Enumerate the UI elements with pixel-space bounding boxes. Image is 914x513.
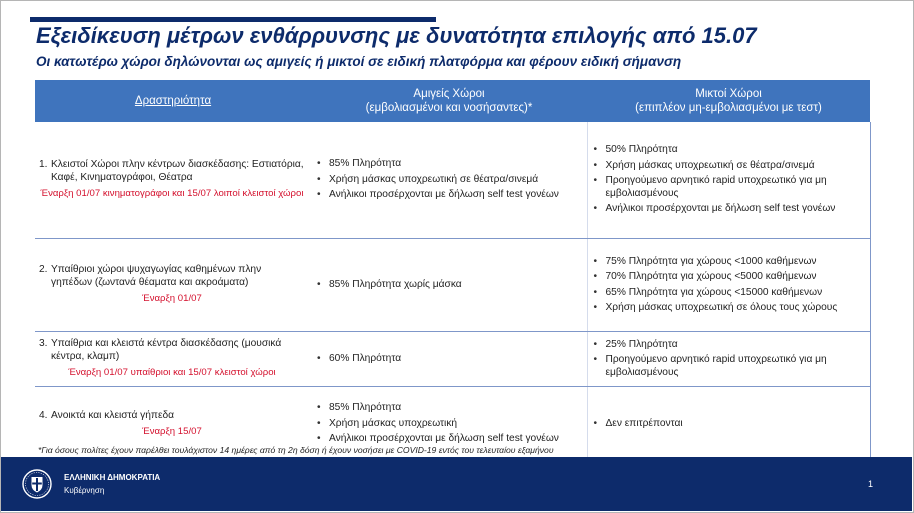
- greek-emblem-icon: [21, 468, 53, 500]
- organization-name: ΕΛΛΗΝΙΚΗ ΔΗΜΟΚΡΑΤΙΑ: [64, 473, 161, 482]
- activity-text: Ανοικτά και κλειστά γήπεδα: [51, 409, 175, 421]
- list-item: • 25% Πληρότητα: [606, 339, 864, 352]
- table-row: [35, 122, 870, 239]
- pure-cell: [311, 122, 587, 239]
- pure-cell: [311, 239, 587, 332]
- row-number: 3.: [39, 338, 48, 350]
- page-subtitle: Οι κατωτέρω χώροι δηλώνονται ως αμιγείς ή μικτοί σε ειδική πλατφόρμα και φέρουν ειδική σήμανση: [36, 54, 682, 69]
- page-number: 1: [868, 479, 874, 489]
- start-date-note: Έναρξη 01/07: [142, 293, 202, 305]
- header-pure-spaces: Αμιγείς Χώροι (εμβολιασμένοι και νοσήσαντες)*: [311, 80, 587, 122]
- pure-cell: [311, 332, 587, 387]
- mixed-cell: [587, 387, 870, 462]
- activity-text: Υπαίθρια και κλειστά κέντρα διασκέδασης (μουσικά κέντρα, κλαμπ): [51, 338, 282, 362]
- list-item: • Ανήλικοι προσέρχονται με δήλωση self test γονέων: [606, 203, 864, 216]
- list-item: • Χρήση μάσκας υποχρεωτική σε όλους τους χώρους: [606, 302, 864, 315]
- list-item: • 85% Πληρότητα: [329, 158, 581, 171]
- mixed-cell: [587, 332, 870, 387]
- mixed-cell: [587, 239, 870, 332]
- list-item: • 75% Πληρότητα για χώρους <1000 καθήμενων: [606, 256, 864, 269]
- row-number: 2.: [39, 264, 48, 276]
- mixed-cell: [587, 122, 870, 239]
- row-number: 4.: [39, 409, 48, 421]
- list-item: • 60% Πληρότητα: [329, 353, 581, 366]
- list-item: • Ανήλικοι προσέρχονται με δήλωση self test γονέων: [329, 189, 581, 202]
- list-item: • 65% Πληρότητα για χώρους <15000 καθήμενων: [606, 287, 864, 300]
- list-item: • Χρήση μάσκας υποχρεωτική: [329, 418, 581, 431]
- list-item: • 85% Πληρότητα: [329, 402, 581, 415]
- start-date-note: Έναρξη 01/07 υπαίθριοι και 15/07 κλειστοί χώροι: [68, 367, 276, 379]
- government-label: Κυβέρνηση: [64, 486, 105, 495]
- table-header-row: [35, 80, 870, 122]
- table-row: [35, 239, 870, 332]
- list-item: • Προηγούμενο αρνητικό rapid υποχρεωτικό για μη εμβολιασμένους: [606, 354, 864, 379]
- page-title: Εξειδίκευση μέτρων ενθάρρυνσης με δυνατότητα επιλογής από 15.07: [36, 23, 757, 48]
- header-mixed-spaces: Μικτοί Χώροι (επιπλέον μη-εμβολιασμένοι με τεστ): [587, 80, 870, 122]
- activity-cell: [35, 122, 311, 239]
- table-row: [35, 332, 870, 387]
- list-item: • Δεν επιτρέπονται: [606, 418, 864, 431]
- start-date-note: Έναρξη 15/07: [142, 426, 202, 437]
- list-item: • Ανήλικοι προσέρχονται με δήλωση self test γονέων: [329, 433, 581, 446]
- row-number: 1.: [39, 159, 48, 171]
- list-item: • 50% Πληρότητα: [606, 144, 864, 157]
- title-accent-bar: [30, 17, 436, 22]
- list-item: • Χρήση μάσκας υποχρεωτική σε θέατρα/σινεμά: [329, 174, 581, 187]
- activity-text: Κλειστοί Χώροι πλην κέντρων διασκέδασης: Εστιατόρια, Καφέ, Κινηματογράφοι, Θέατρα: [51, 159, 304, 183]
- start-date-note: Έναρξη 01/07 κινηματογράφοι και 15/07 λοιποί κλειστοί χώροι: [40, 188, 304, 200]
- activity-text: Υπαίθριοι χώροι ψυχαγωγίας καθημένων πλην γηπέδων (ζωντανά θέαματα και ακροάματα): [51, 264, 262, 288]
- measures-table: [35, 80, 871, 462]
- activity-cell: [35, 239, 311, 332]
- footnote: *Για όσους πολίτες έχουν παρέλθει τουλάχιστον 14 ημέρες από τη 2η δόση ή έχουν νοσήσει με COVID-19 εντός του τελευταίου εξαμήνου: [38, 445, 554, 455]
- list-item: • 85% Πληρότητα χωρίς μάσκα: [329, 279, 581, 292]
- header-activity: Δραστηριότητα: [35, 80, 311, 122]
- list-item: • Προηγούμενο αρνητικό rapid υποχρεωτικό για μη εμβολιασμένους: [606, 175, 864, 200]
- list-item: • Χρήση μάσκας υποχρεωτική σε θέατρα/σινεμά: [606, 160, 864, 173]
- footer-bar: [1, 457, 912, 511]
- list-item: • 70% Πληρότητα για χώρους <5000 καθήμενων: [606, 271, 864, 284]
- activity-cell: [35, 332, 311, 387]
